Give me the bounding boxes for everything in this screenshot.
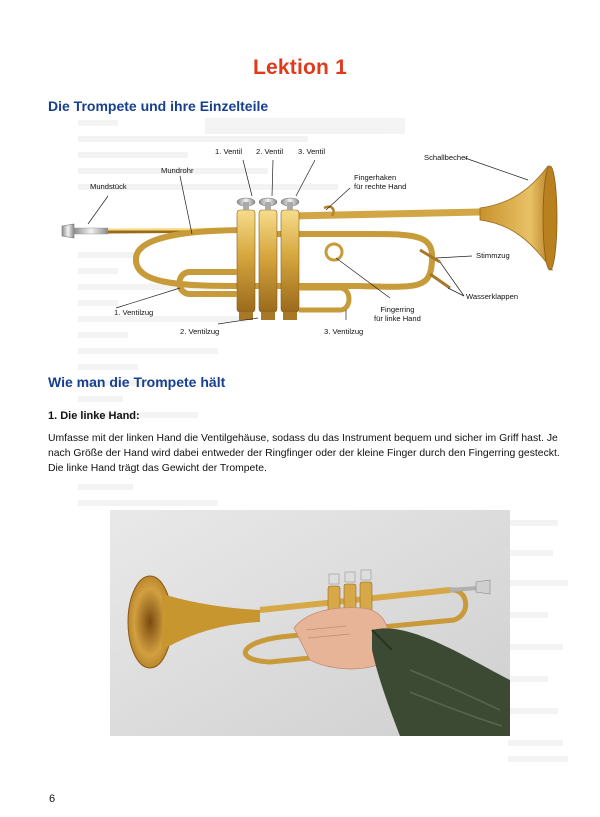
label-valve-3: 3. Ventil	[298, 147, 326, 156]
section-heading-holding: Wie man die Trompete hält	[48, 374, 226, 390]
label-finger-ring-line-1: Fingerring	[380, 305, 415, 314]
label-finger-hook-line-1: Fingerhaken	[354, 173, 397, 182]
label-slide-2: 2. Ventilzug	[180, 327, 220, 336]
label-finger-hook	[354, 173, 406, 191]
label-finger-ring-line-2: für linke Hand	[374, 314, 421, 323]
trumpet-illustration	[40, 138, 580, 350]
label-bell: Schallbecher	[424, 153, 468, 162]
label-water-keys: Wasserklappen	[466, 292, 519, 301]
lesson-title: Lektion 1	[253, 56, 347, 79]
trumpet-holding-photo	[110, 510, 510, 736]
label-mouthpiece: Mundstück	[90, 182, 127, 191]
instruction-paragraph: Umfasse mit der linken Hand die Ventilgehäuse, sodass du das Instrument bequem und sicher im Griff hast. Je nach Größe der Hand wird dabei entweder der Ringfinger oder der kleine Finger durch den Fingerring gesteckt. Die linke Hand trägt das Gewicht der Trompete.	[48, 433, 560, 474]
label-finger-hook-line-2: für rechte Hand	[354, 182, 407, 191]
subsection-heading-left-hand: 1. Die linke Hand:	[48, 410, 140, 422]
label-tuning-slide: Stimmzug	[476, 251, 510, 260]
label-finger-ring	[374, 305, 421, 323]
page-number: 6	[49, 793, 56, 805]
label-valve-2: 2. Ventil	[256, 147, 284, 156]
trumpet-diagram	[40, 138, 580, 350]
hand-holding-trumpet-image	[110, 510, 510, 736]
label-leadpipe: Mundrohr	[161, 166, 194, 175]
label-valve-1: 1. Ventil	[215, 147, 243, 156]
label-slide-1: 1. Ventilzug	[114, 308, 154, 317]
section-heading-parts: Die Trompete und ihre Einzelteile	[48, 98, 269, 114]
label-slide-3: 3. Ventilzug	[324, 327, 364, 336]
